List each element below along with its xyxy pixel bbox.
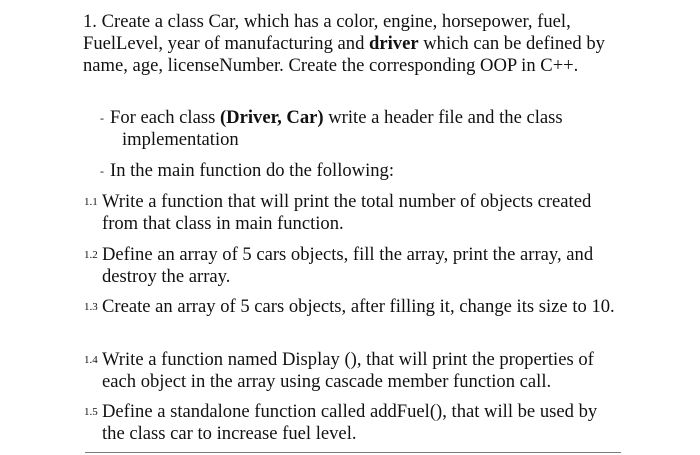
list-item-1-2 — [84, 244, 624, 288]
task-intro-paragraph — [83, 11, 643, 77]
intro-text-part2: which can be defined by name, age, licenseNumber. Create the corresponding OOP in C++. — [83, 33, 605, 76]
list-item-1-1 — [84, 191, 624, 235]
bullet-text: In the main function do the following: — [110, 160, 395, 181]
item-text: Create an array of 5 cars objects, after filling it, change its size to 10. — [102, 296, 615, 317]
bullet-main-function — [100, 160, 614, 182]
item-text: Write a function named Display (), that will print the properties of each object in the array using cascade member function call. — [102, 349, 594, 392]
bottom-divider — [85, 452, 621, 453]
bullet-dash: - — [100, 164, 104, 178]
bullet-bold-classes: (Driver, Car) — [219, 107, 324, 128]
item-number: 1.2 — [84, 249, 98, 261]
item-number: 1.4 — [84, 354, 98, 366]
item-number: 1.5 — [84, 406, 98, 418]
list-item-1-5 — [84, 401, 624, 445]
list-item-1-3 — [84, 296, 624, 318]
item-text: Define an array of 5 cars objects, fill the array, print the array, and destroy the array. — [102, 244, 594, 287]
bullet-line-1 — [104, 107, 614, 129]
intro-text-part1: 1. Create a class Car, which has a color, engine, horsepower, fuel, FuelLevel, year of manufacturing and — [83, 11, 571, 54]
item-text: Define a standalone function called addFuel(), that will be used by the class car to increase fuel level. — [102, 401, 598, 444]
list-item-1-4 — [84, 349, 624, 393]
bullet-pre: For each class — [110, 107, 220, 128]
bullet-line-2: implementation — [122, 129, 239, 150]
item-number: 1.1 — [84, 196, 98, 208]
bullet-dash: - — [100, 111, 104, 125]
bullet-post: write a header file and the class — [323, 107, 563, 128]
bullet-header-files — [100, 107, 614, 151]
item-text: Write a function that will print the total number of objects created from that class in main function. — [102, 191, 592, 234]
item-number: 1.3 — [84, 301, 98, 313]
intro-bold-driver: driver — [369, 33, 419, 54]
